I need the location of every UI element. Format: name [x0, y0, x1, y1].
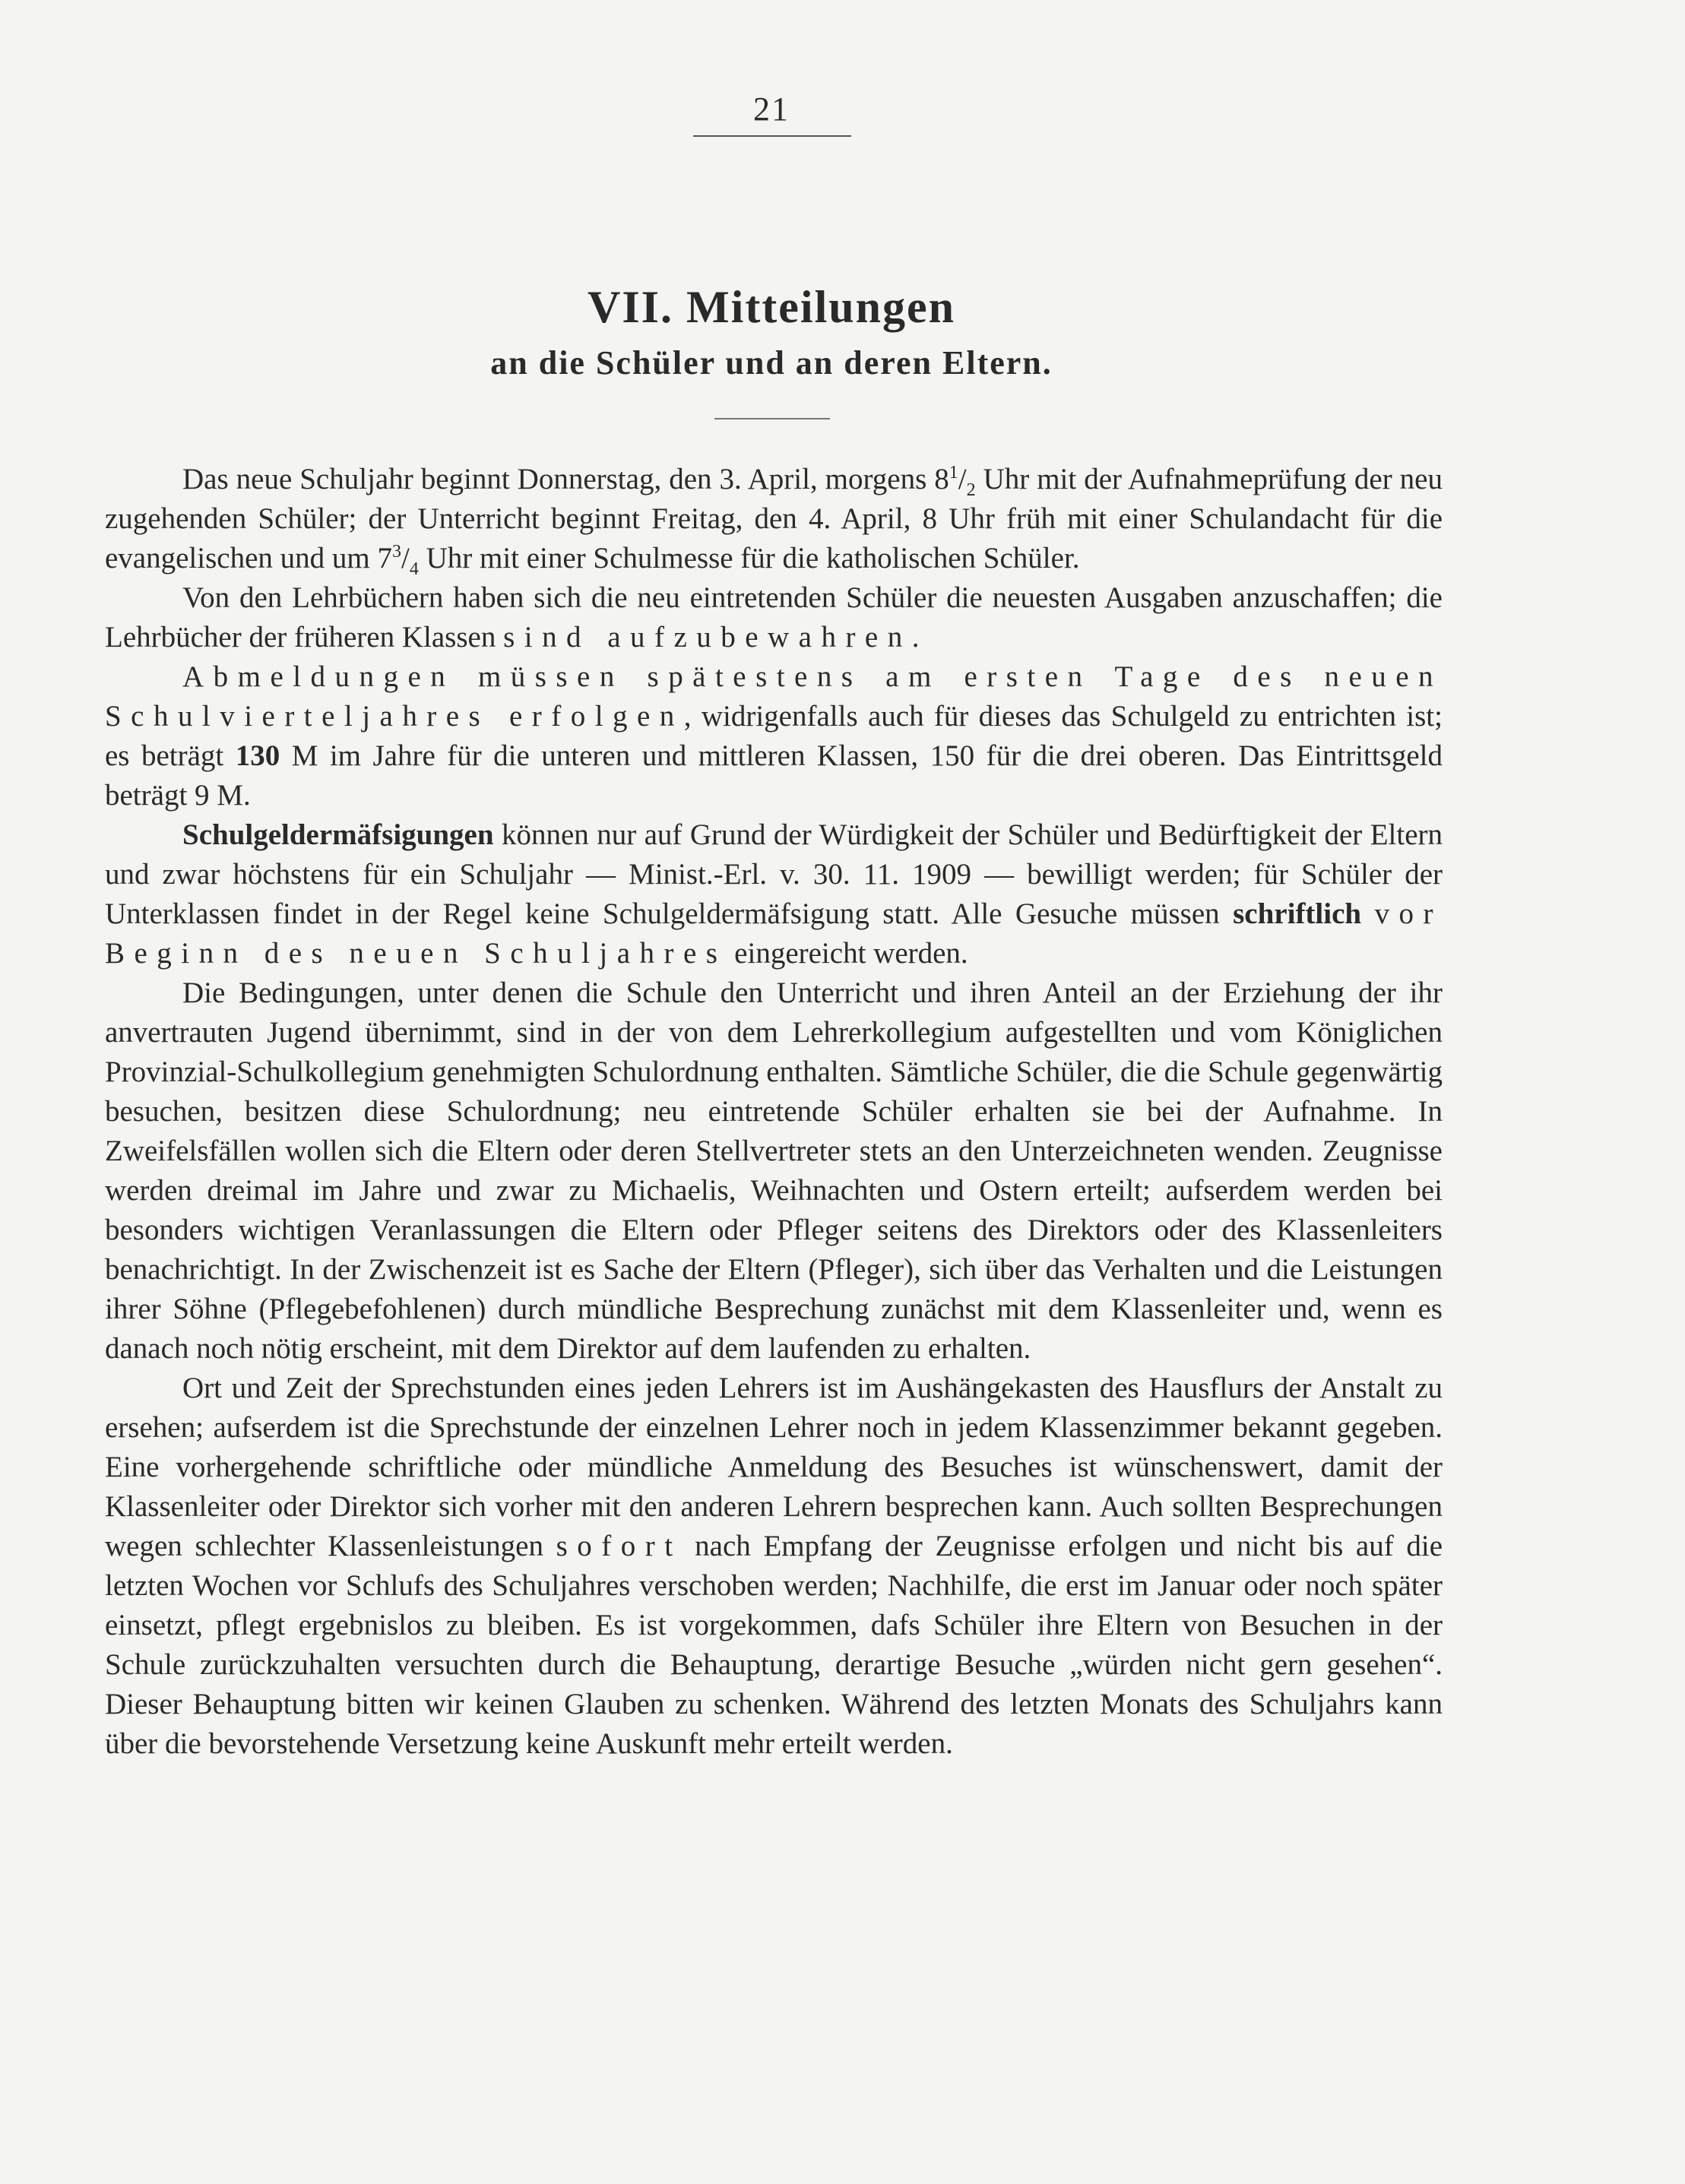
spaced-emphasis: sofort: [556, 1530, 683, 1562]
text-run: Uhr mit einer Schulmesse für die katholischen Schüler.: [418, 542, 1080, 574]
fraction-denominator: 2: [966, 480, 976, 500]
text-run: Ort und Zeit der Sprechstunden eines jeden Lehrers ist im Aushängekasten des Hausflurs der Anstalt zu ersehen; aufserdem ist die Sprechstunde der einzelnen Lehrer noch in jedem Klassenzimmer bekannt gegeben. Eine vorhergehende schriftliche oder mündliche Anmeldung des Besuches ist wünschenswert, damit der Klassenleiter oder Direktor sich vorher mit den anderen Lehrern besprechen kann. Auch sollten Besprechungen wegen schlechter Klassenleistungen: [105, 1372, 1443, 1562]
text-run: Von den Lehrbüchern haben sich die neu eintretenden Schüler die neuesten Ausgaben anzuschaffen; die Lehrbücher der früheren Klassen: [105, 581, 1443, 654]
paragraph-school-rules: Die Bedingungen, unter denen die Schule den Unterricht und ihren Anteil an der Erziehung der ihr anvertrauten Jugend übernimmt, sind in der von dem Lehrerkollegium aufgestellten und vom Königlichen Provinzial-Schulkollegium genehmigten Schulordnung enthalten. Sämtliche Schüler, die die Schule gegenwärtig besuchen, besitzen diese Schulordnung; neu eintretende Schüler erhalten sie bei der Aufnahme. In Zweifelsfällen wollen sich die Eltern oder deren Stellvertreter stets an den Unterzeichneten wenden. Zeugnisse werden dreimal im Jahre und zwar zu Michaelis, Weihnachten und Ostern erteilt; aufserdem werden bei besonders wichtigen Veranlassungen die Eltern oder Pfleger seitens des Direktors oder des Klassenleiters benachrichtigt. In der Zwischenzeit ist es Sache der Eltern (Pfleger), sich über das Verhalten und die Leistungen ihrer Söhne (Pflegebefohlenen) durch mündliche Besprechung zunächst mit dem Klassenleiter und, wenn es danach noch nötig erscheint, mit dem Direktor auf dem laufenden zu erhalten.: [105, 976, 1443, 1365]
paragraph-textbooks: [105, 578, 1443, 657]
page-number: 21: [753, 90, 790, 128]
text-run: nach Empfang der Zeugnisse erfolgen und nicht bis auf die letzten Wochen vor Schlufs des Schuljahres verschoben werden; Nachhilfe, die erst im Januar oder noch später einsetzt, pflegt ergebnislos zu bleiben. Es ist vorgekommen, dafs Schüler ihre Eltern von Besuchen in der Schule zurückzuhalten versuchten durch die Behauptung, derartige Besuche „würden nicht gern gesehen“. Dieser Behauptung bitten wir keinen Glauben zu schenken. Während des letzten Monats des Schuljahrs kann über die bevorstehende Versetzung keine Auskunft mehr erteilt werden.: [105, 1530, 1443, 1760]
paragraph-deregistration: [105, 657, 1443, 815]
text-run: Das neue Schuljahr beginnt Donnerstag, den 3. April, morgens 8: [182, 463, 949, 495]
bold-emphasis: schriftlich: [1233, 897, 1362, 930]
text-run: eingereicht werden.: [727, 937, 968, 970]
paragraph-office-hours: [105, 1369, 1443, 1764]
text-run: Uhr mit der Aufnahmeprüfung der neu zugehenden Schüler; der Unterricht beginnt Freitag, den 4. April, 8 Uhr früh mit einer Schulandacht für die evangelischen und um 7: [105, 463, 1443, 574]
section-divider: [714, 418, 830, 419]
chapter-subtitle: an die Schüler und an deren Eltern.: [490, 344, 1053, 381]
text-run: können nur auf Grund der Würdigkeit der Schüler und Bedürftigkeit der Eltern und zwar höchstens für ein Schuljahr — Minist.-Erl. v. 30. 11. 1909 — bewilligt werden; für Schüler der Unterklassen findet in der Regel keine Schulgeldermäfsigung statt. Alle Gesuche müssen: [105, 818, 1443, 930]
bold-emphasis: Schulgeldermäfsigungen: [182, 818, 494, 851]
paragraph-school-start: [105, 460, 1443, 578]
fraction-numerator: 1: [949, 463, 958, 483]
fraction-denominator: 4: [409, 559, 419, 579]
spaced-emphasis: Abmeldungen müssen spätestens am ersten Tage des neuen Schulvierteljahres erfolgen: [105, 660, 1443, 733]
fraction-numerator: 3: [391, 542, 401, 562]
text-run: M im Jahre für die unteren und mittleren Klassen, 150 für die drei oberen. Das Eintrittsgeld beträgt 9 M.: [105, 739, 1443, 812]
fraction-slash: /: [401, 542, 410, 574]
chapter-title: VII. Mitteilungen: [588, 282, 955, 332]
spaced-emphasis: sind aufzubewahren: [503, 621, 912, 654]
page-number-rule: [693, 135, 851, 137]
paragraph-fee-reduction: [105, 815, 1443, 973]
text-run: [1361, 897, 1374, 930]
body-text: [105, 460, 1443, 1764]
fraction-slash: /: [958, 463, 967, 495]
bold-emphasis: 130: [235, 739, 280, 772]
text-run: .: [911, 621, 920, 654]
text-run: , widrigenfalls auch für dieses das Schulgeld zu entrichten ist; es beträgt: [105, 700, 1443, 772]
spaced-emphasis: vor Beginn des neuen Schuljahres: [105, 897, 1443, 970]
